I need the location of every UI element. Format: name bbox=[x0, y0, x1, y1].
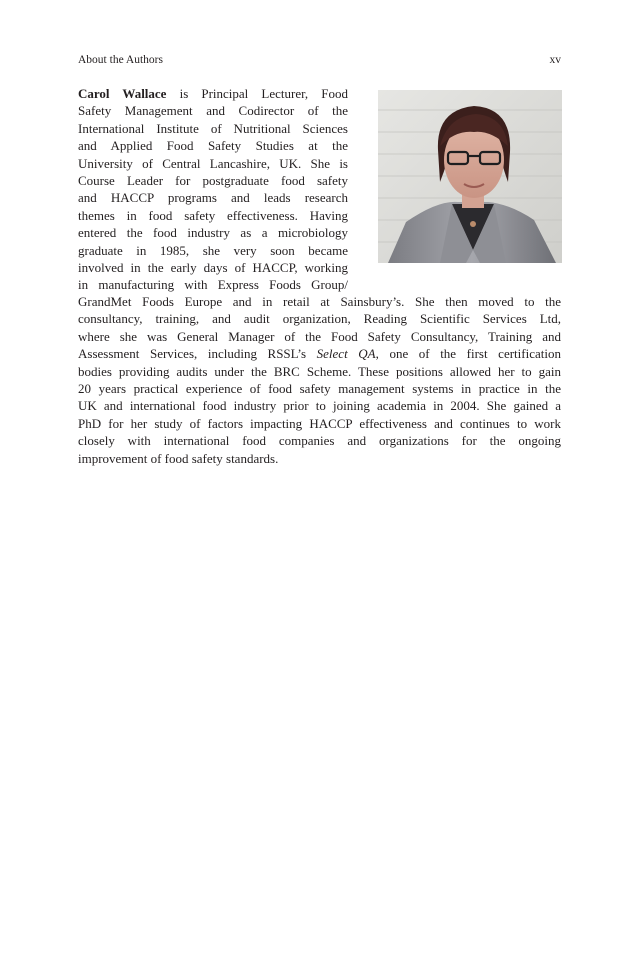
bio-line-text: , one of the first certification bbox=[375, 346, 561, 362]
page-number: xv bbox=[549, 54, 561, 66]
bio-line: GrandMet Foods Europe and in retail at Sainsbury’s. She then moved to the bbox=[78, 294, 561, 309]
bio-line: International Institute of Nutritional Sciences bbox=[78, 120, 348, 136]
select-qa-title: Select QA bbox=[316, 346, 376, 362]
bio-line: UK and international food industry prior to joining academia in 2004. She gained a bbox=[78, 398, 561, 414]
bio-line: Course Leader for postgraduate food safety bbox=[78, 172, 348, 188]
bio-line: and Applied Food Safety Studies at the bbox=[78, 138, 348, 154]
bio-line: and HACCP programs and leads research bbox=[78, 190, 348, 206]
bio-line: themes in food safety effectiveness. Having bbox=[78, 207, 348, 223]
author-photo bbox=[378, 90, 562, 263]
bio-line-text: Assessment Services, including RSSL’s bbox=[78, 346, 317, 362]
bio-text-wrapped bbox=[78, 85, 348, 294]
bio-line: graduate in 1985, she very soon became bbox=[78, 242, 348, 258]
bio-line bbox=[78, 345, 561, 362]
bio-line: PhD for her study of factors impacting HACCP effectiveness and continues to work bbox=[78, 415, 561, 431]
bio-line: improvement of food safety standards. bbox=[78, 450, 279, 466]
bio-line: bodies providing audits under the BRC Scheme. These positions allowed her to gain bbox=[78, 363, 561, 379]
running-head bbox=[78, 52, 561, 68]
bio-line: in manufacturing with Express Foods Group/ bbox=[78, 277, 348, 293]
bio-line: involved in the early days of HACCP, working bbox=[78, 259, 348, 275]
bio-line bbox=[78, 85, 348, 102]
bio-line: closely with international food companies and organizations for the ongoing bbox=[78, 433, 561, 449]
bio-line: Safety Management and Codirector of the bbox=[78, 103, 348, 119]
bio-line-text: is Principal Lecturer, Food bbox=[166, 86, 348, 101]
bio-line: University of Central Lancashire, UK. She is bbox=[78, 155, 348, 171]
author-name: Carol Wallace bbox=[78, 86, 167, 101]
bio-line: consultancy, training, and audit organization, Reading Scientific Services Ltd, bbox=[78, 311, 561, 327]
bio-line: entered the food industry as a microbiology bbox=[78, 225, 348, 241]
bio-text-full-width bbox=[78, 293, 561, 467]
bio-line: 20 years practical experience of food safety management systems in practice in the bbox=[78, 380, 561, 396]
bio-line: where she was General Manager of the Food Safety Consultancy, Training and bbox=[78, 328, 561, 344]
running-head-title: About the Authors bbox=[78, 54, 163, 66]
